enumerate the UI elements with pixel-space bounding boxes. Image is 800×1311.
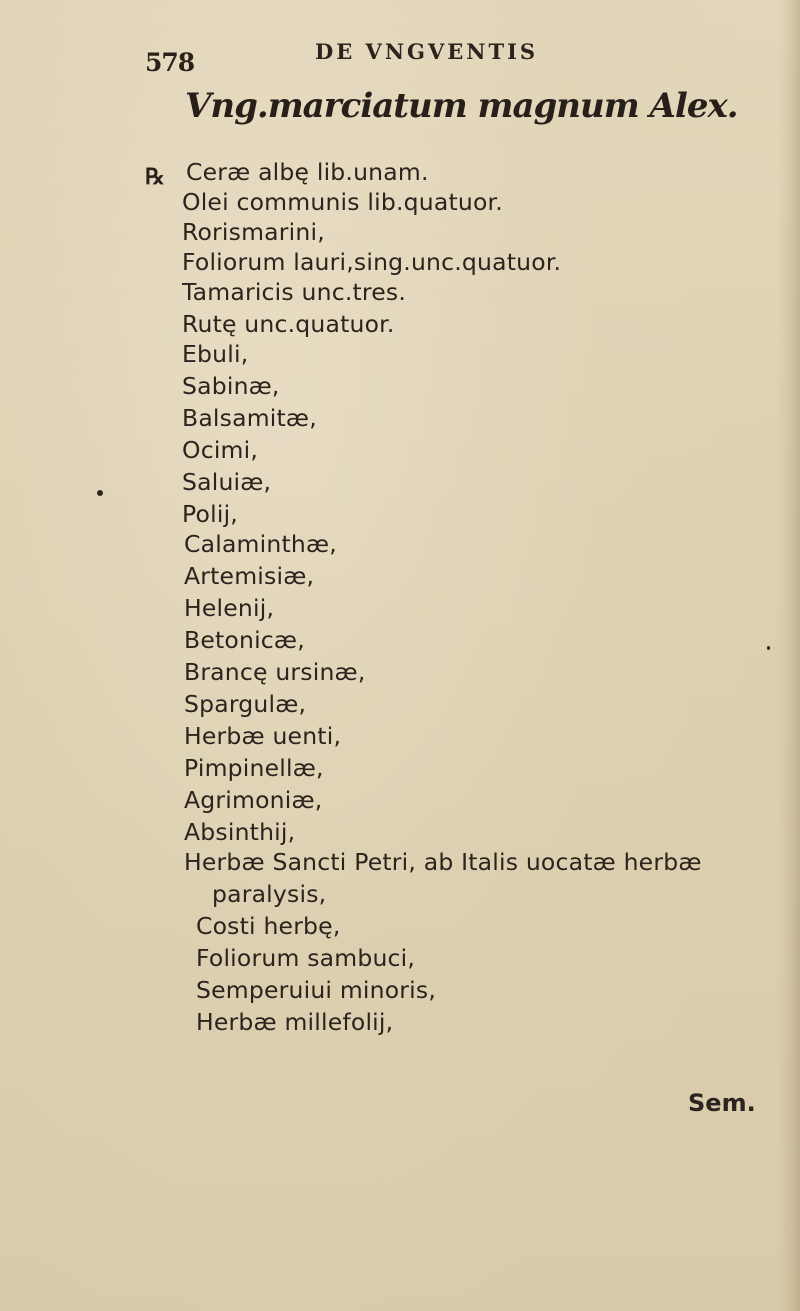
ingredient-line: Ceræ albę lib.unam. (186, 158, 429, 186)
ingredient-line: Brancę ursinæ, (184, 658, 366, 686)
ingredient-line: Herbæ Sancti Petri, ab Italis uocatæ herbæ (184, 848, 702, 876)
ingredient-line: Helenij, (184, 594, 275, 622)
ingredient-line: Herbæ uenti, (184, 722, 342, 750)
ingredient-line: Artemisiæ, (184, 562, 315, 590)
ingredient-line: Herbæ millefolij, (196, 1008, 394, 1036)
ingredient-line: Rorismarini, (182, 218, 325, 246)
ingredient-line: Spargulæ, (184, 690, 307, 718)
ingredient-line: Calaminthæ, (184, 530, 337, 558)
ingredient-line: Betonicæ, (184, 626, 305, 654)
ingredient-line: Foliorum lauri,sing.unc.quatuor. (182, 248, 562, 276)
running-head: DE VNGVENTIS (315, 39, 539, 64)
ingredient-line: Ocimi, (182, 436, 259, 464)
recipe-symbol: ℞ (145, 164, 165, 190)
page-edge-shadow (778, 0, 800, 1311)
ingredient-line: Absinthij, (184, 818, 296, 846)
ingredient-line: Pimpinellæ, (184, 754, 324, 782)
ink-speck (97, 490, 103, 496)
page-header (0, 34, 800, 77)
ingredient-line: Ebuli, (182, 340, 249, 368)
ingredient-line: Olei communis lib.quatuor. (182, 188, 503, 216)
ingredient-line: Saluiæ, (182, 468, 272, 496)
recipe-title: Vng.marciatum magnum Alex. (185, 86, 738, 126)
ingredient-line: Agrimoniæ, (184, 786, 323, 814)
ingredient-line: Rutę unc.quatuor. (182, 310, 395, 338)
catchword: Sem. (688, 1089, 756, 1117)
ingredient-line: Costi herbę, (196, 912, 341, 940)
ingredient-line: Sabinæ, (182, 372, 280, 400)
ingredient-line: Tamaricis unc.tres. (182, 278, 407, 306)
ink-speck (767, 646, 770, 650)
ingredient-line: paralysis, (212, 880, 327, 908)
page-number: 578 (145, 48, 195, 77)
ingredient-line: Balsamitæ, (182, 404, 317, 432)
ingredient-line: Polij, (182, 500, 238, 528)
ingredient-line: Semperuiui minoris, (196, 976, 437, 1004)
ingredient-line: Foliorum sambuci, (196, 944, 416, 972)
